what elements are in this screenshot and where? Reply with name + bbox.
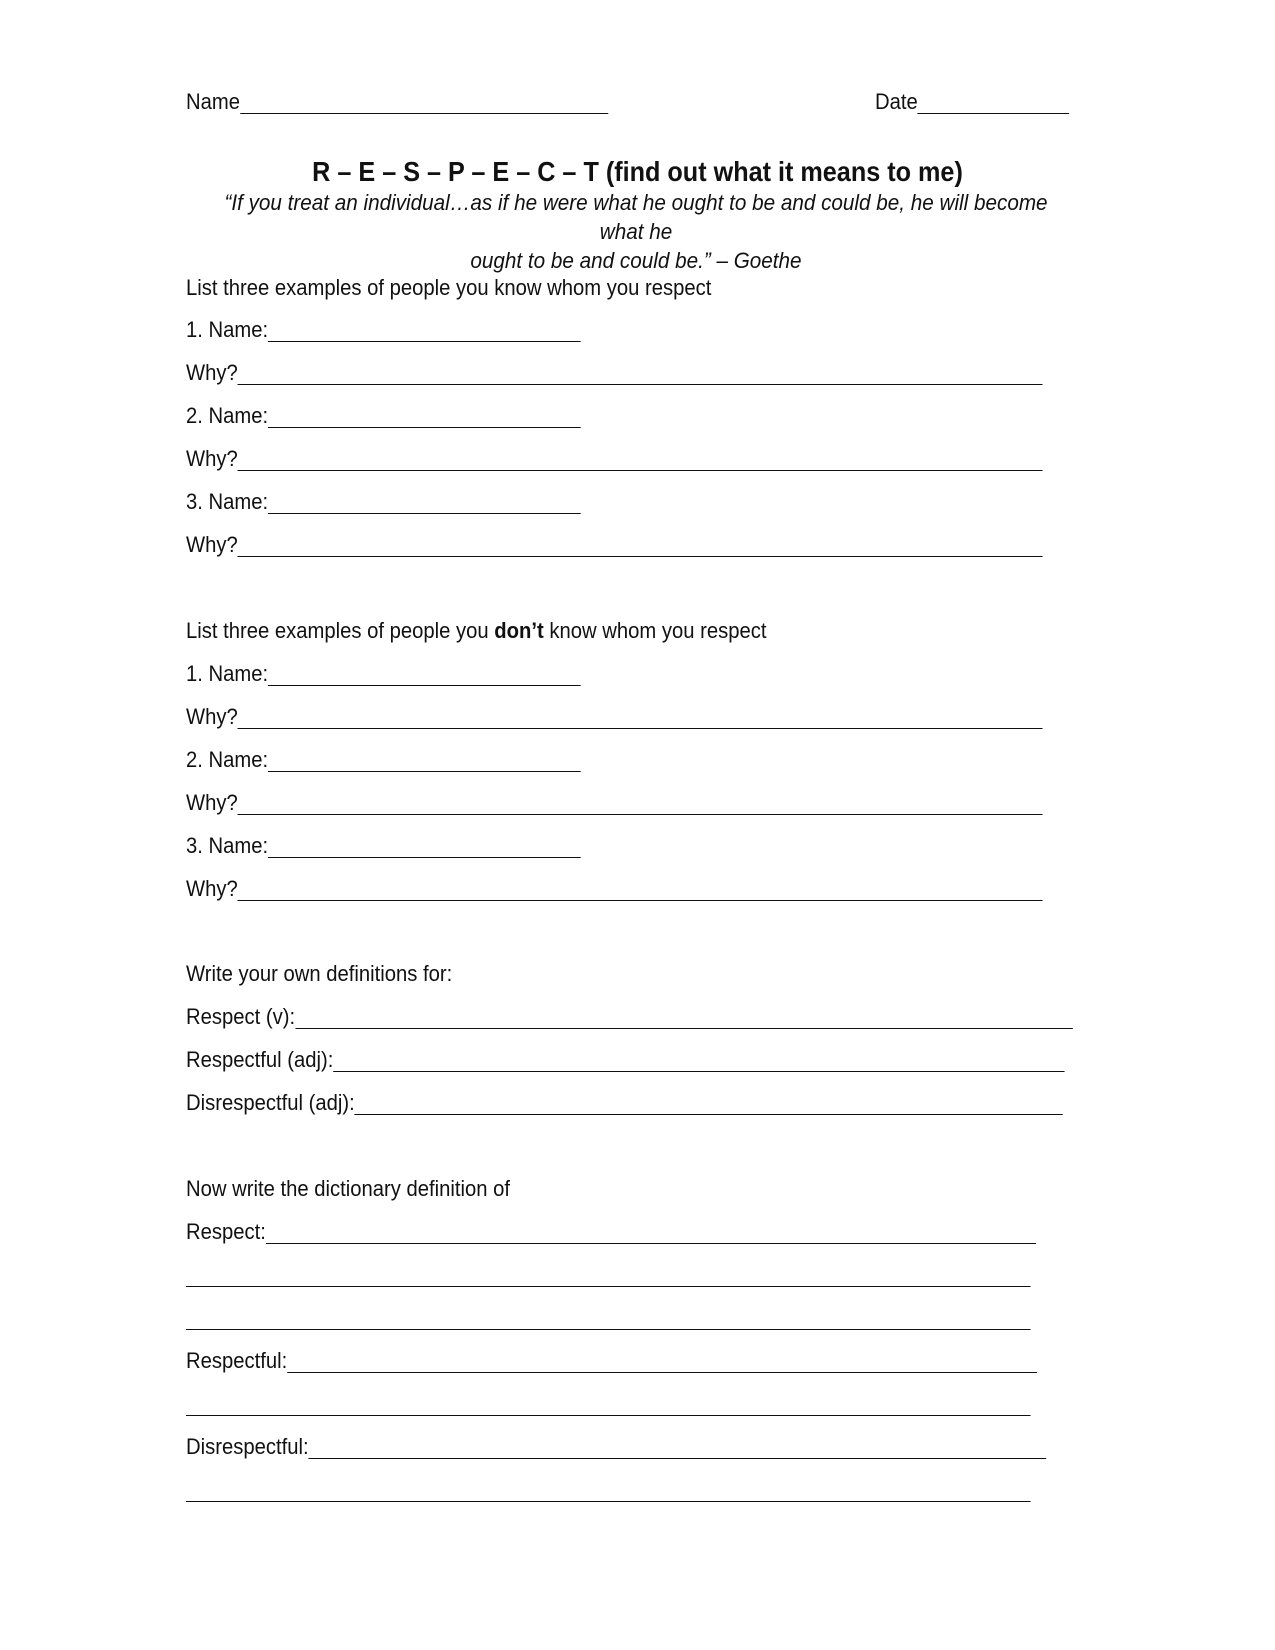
section3-prompt: Write your own definitions for: [186,961,453,986]
section2-prompt-bold: don’t [494,618,544,643]
known-why-2-line[interactable] [238,446,1043,471]
unknown-name-2-label: 2. Name: [186,747,269,772]
known-why-2-label: Why? [186,446,238,471]
dict-disrespectful-field[interactable] [186,1433,1046,1461]
unknown-why-2-label: Why? [186,790,238,815]
known-why-2-field[interactable] [186,445,1043,473]
known-why-1-line[interactable] [238,360,1043,385]
page-title: R – E – S – P – E – C – T (find out what it means to me) [312,156,963,187]
unknown-why-1-field[interactable] [186,703,1043,731]
known-name-2-field[interactable] [186,402,581,430]
section4-prompt: Now write the dictionary definition of [186,1176,510,1201]
own-disrespectful-field[interactable] [186,1089,1063,1117]
known-why-1-label: Why? [186,360,238,385]
own-respectful-line[interactable] [333,1047,1064,1072]
dict-respectful-field[interactable] [186,1347,1037,1375]
unknown-name-3-field[interactable] [186,832,581,860]
section2-prompt-before: List three examples of people you [186,618,495,643]
date-line[interactable] [918,89,1070,114]
known-why-1-field[interactable] [186,359,1043,387]
known-name-3-label: 3. Name: [186,489,269,514]
dict-respect-extra-line-2[interactable] [186,1304,1031,1332]
known-why-3-field[interactable] [186,531,1043,559]
unknown-why-2-line[interactable] [238,790,1043,815]
dict-respectful-line[interactable] [287,1348,1037,1373]
known-name-1-line[interactable] [268,317,581,342]
known-why-3-label: Why? [186,532,238,557]
unknown-name-3-label: 3. Name: [186,833,269,858]
own-respect-field[interactable] [186,1003,1073,1031]
known-name-3-field[interactable] [186,488,581,516]
quote-line-1: “If you treat an individual…as if he were what he ought to be and could be, he will become what he [224,190,1048,244]
name-line[interactable] [240,89,608,114]
known-name-2-line[interactable] [268,403,581,428]
unknown-why-3-field[interactable] [186,875,1043,903]
unknown-name-1-label: 1. Name: [186,661,269,686]
own-respect-label: Respect (v): [186,1004,296,1029]
own-disrespectful-line[interactable] [355,1090,1063,1115]
answer-line[interactable] [186,1305,1031,1330]
unknown-name-2-line[interactable] [268,747,581,772]
unknown-why-3-line[interactable] [238,876,1043,901]
dict-respectful-label: Respectful: [186,1348,288,1373]
quote-line-2: ought to be and could be.” – Goethe [470,248,802,273]
dict-respect-field[interactable] [186,1218,1036,1246]
name-label: Name [186,89,240,114]
answer-line[interactable] [186,1477,1031,1502]
unknown-why-2-field[interactable] [186,789,1043,817]
section1-prompt: List three examples of people you know whom you respect [186,275,712,300]
dict-respectful-extra-line[interactable] [186,1390,1031,1418]
own-respectful-label: Respectful (adj): [186,1047,334,1072]
answer-line[interactable] [186,1262,1031,1287]
section2-prompt [186,617,766,645]
date-label: Date [875,89,918,114]
known-name-1-label: 1. Name: [186,317,269,342]
dict-respect-line[interactable] [266,1219,1036,1244]
dict-disrespectful-label: Disrespectful: [186,1434,309,1459]
known-name-3-line[interactable] [268,489,581,514]
own-disrespectful-label: Disrespectful (adj): [186,1090,355,1115]
dict-respect-extra-line-1[interactable] [186,1261,1031,1289]
dict-disrespectful-line[interactable] [309,1434,1047,1459]
known-name-2-label: 2. Name: [186,403,269,428]
known-name-1-field[interactable] [186,316,581,344]
date-field[interactable] [875,88,1070,116]
unknown-name-1-line[interactable] [268,661,581,686]
unknown-why-3-label: Why? [186,876,238,901]
unknown-name-1-field[interactable] [186,660,581,688]
goethe-quote [213,188,1059,275]
name-field[interactable] [186,88,608,116]
dict-respect-label: Respect: [186,1219,266,1244]
own-respectful-field[interactable] [186,1046,1065,1074]
own-respect-line[interactable] [295,1004,1072,1029]
section2-prompt-after: know whom you respect [543,618,767,643]
known-why-3-line[interactable] [238,532,1043,557]
answer-line[interactable] [186,1391,1031,1416]
dict-disrespectful-extra-line[interactable] [186,1476,1031,1504]
unknown-why-1-line[interactable] [238,704,1043,729]
unknown-why-1-label: Why? [186,704,238,729]
unknown-name-3-line[interactable] [268,833,581,858]
unknown-name-2-field[interactable] [186,746,581,774]
